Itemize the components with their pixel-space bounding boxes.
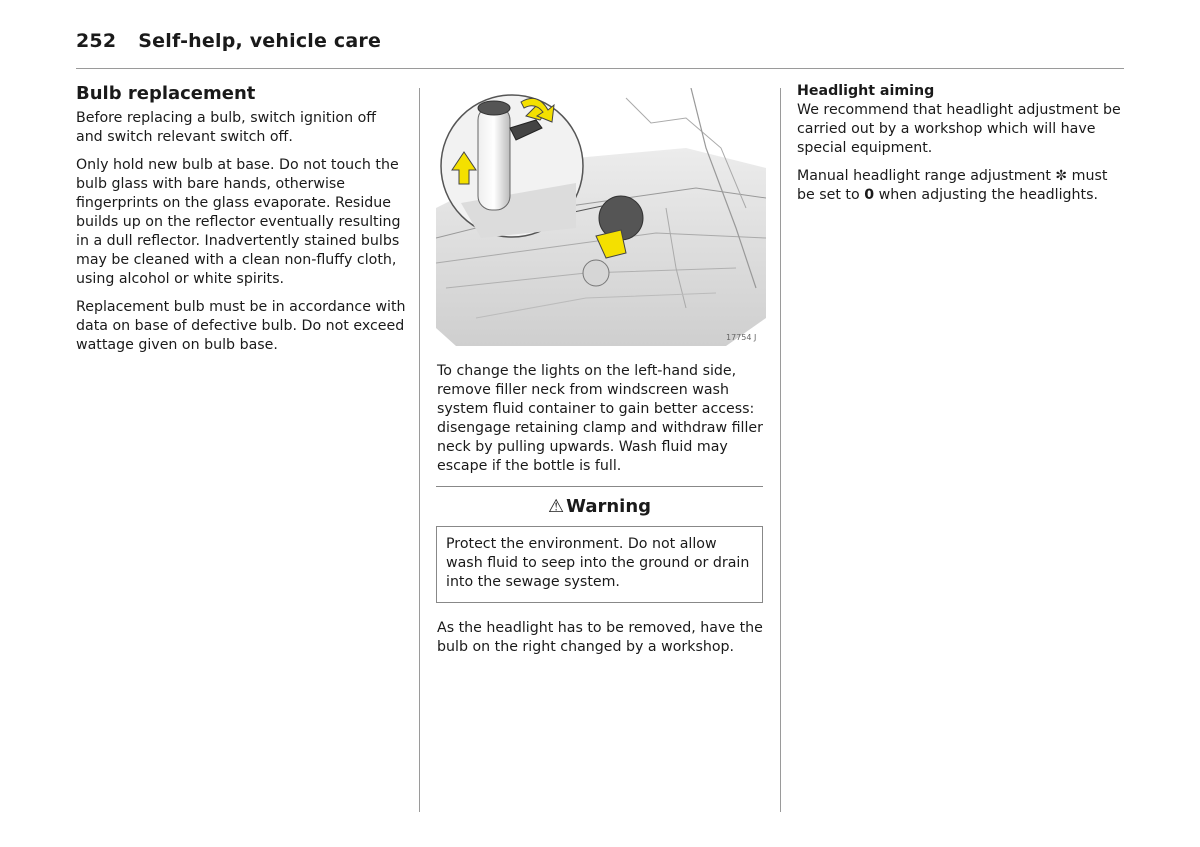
- right-column: [797, 82, 1127, 214]
- section-title: Self-help, vehicle care: [138, 30, 382, 52]
- paragraph: Only hold new bulb at base. Do not touch the bulb glass with bare hands, otherwise fingerprints on the glass evaporate. Residue builds up on the reflector eventually resulting in a dull reflector. Inadvertently stained bulbs may be cleaned with a clean non-fluffy cloth, using alcohol or white spirits.: [76, 157, 401, 287]
- paragraph: Before replacing a bulb, switch ignition off and switch relevant switch off.: [76, 110, 377, 145]
- paragraph: To change the lights on the left-hand side, remove filler neck from windscreen wash system fluid container to gain better access: disengage retaining clamp and withdraw filler neck by pulling upwards. Wash fluid may escape if the bottle is full.: [437, 363, 763, 474]
- warning-text: Protect the environment. Do not allow wash fluid to seep into the ground or drain into the sewage system.: [436, 527, 763, 602]
- page-header: [76, 30, 381, 52]
- middle-text-1: [437, 362, 767, 485]
- illustration-svg: [436, 88, 766, 346]
- warning-title: Warning: [566, 496, 652, 517]
- page-number: 252: [76, 30, 117, 52]
- range-adjustment-icon: ✼: [1055, 168, 1068, 184]
- column-divider-right: [780, 88, 781, 812]
- middle-text-2: [437, 619, 767, 666]
- warning-header: [436, 487, 763, 527]
- heading-bulb-replacement: Bulb replacement: [76, 83, 256, 104]
- engine-bay-illustration: [436, 88, 766, 346]
- heading-headlight-aiming: Headlight aiming: [797, 83, 935, 99]
- setting-value: 0: [864, 187, 875, 203]
- paragraph: As the headlight has to be removed, have the bulb on the right changed by a workshop.: [437, 620, 763, 655]
- paragraph-range-adjustment: Manual headlight range adjustment ✼ must be set to 0 when adjusting the headlights.: [797, 168, 1108, 203]
- column-divider-left: [419, 88, 420, 812]
- filler-neck: [478, 106, 510, 210]
- warning-box: [436, 486, 763, 603]
- warning-triangle-icon: ⚠: [547, 496, 565, 517]
- figure-label: 17754 J: [726, 333, 757, 342]
- paragraph: Replacement bulb must be in accordance with data on base of defective bulb. Do not exceed wattage given on bulb base.: [76, 299, 406, 353]
- left-column: [76, 82, 406, 364]
- paragraph: We recommend that headlight adjustment be carried out by a workshop which will have special equipment.: [797, 102, 1121, 156]
- header-divider: [76, 68, 1124, 69]
